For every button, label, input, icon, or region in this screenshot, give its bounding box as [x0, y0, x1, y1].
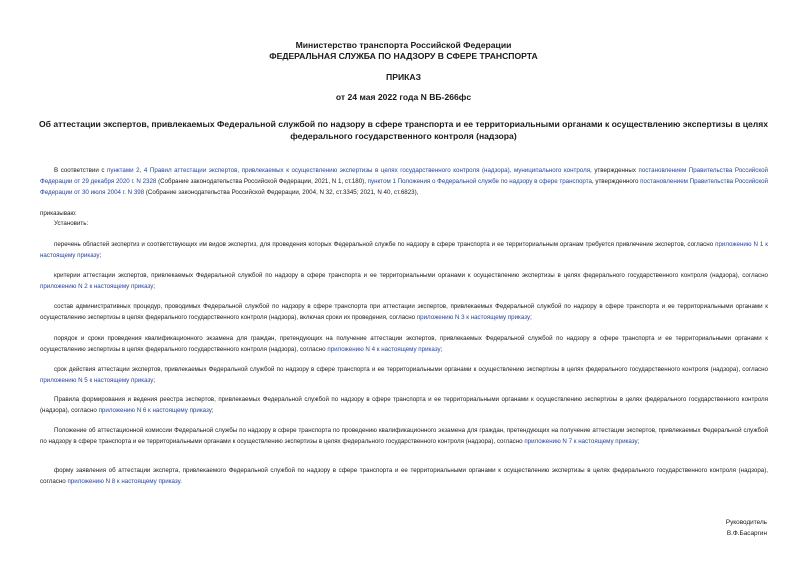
service-name: ФЕДЕРАЛЬНАЯ СЛУЖБА ПО НАДЗОРУ В СФЕРЕ ТРАНСПОРТА	[269, 51, 538, 61]
appendix-link-3[interactable]: приложению N 3 к настоящему приказу	[416, 314, 531, 321]
preamble-text: , утвержденных	[590, 167, 639, 174]
ministry-name: Министерство транспорта Российской Федерации	[295, 40, 512, 50]
appendix-link-7[interactable]: приложению N 7 к настоящему приказу	[524, 438, 638, 445]
order-word: приказываю:	[40, 210, 77, 217]
preamble-text: , утвержденного	[591, 178, 641, 185]
appendix-link-8[interactable]: приложению N 8 к настоящему приказу	[67, 478, 181, 485]
document-title: Об аттестации экспертов, привлекаемых Федеральной службой по надзору в сфере транспорта и ее территориальными органами к осуществлению экспертизы в целях федерального государственного контроля (надзора)	[38, 119, 769, 141]
list-item: состав административных процедур, проводимых Федеральной службой по надзору в сфере транспорта при аттестации экспертов, привлекаемых Федеральной службой по надзору в сфере транспорта и ее территориальными органами к осуществлению экспертизы в целях федерального государственного контроля (надзора), включая сроки их проведения, согласно приложению N 3 к настоящему приказу;	[40, 303, 768, 321]
list-item: перечень областей экспертиз и соответствующих им видов экспертиз, для проведения которых Федеральной службе по надзору в сфере транспорта и ее территориальным органам требуется привлечение экспертов, согласно приложению N 1 к настоящему приказу;	[40, 241, 769, 259]
signature-name: В.Ф.Басаргин	[726, 530, 767, 537]
link-decree-2328[interactable]: постановлением Правительства Российской Федерации от 29 декабря 2020 г. N 2328	[40, 167, 769, 185]
list-item: Правила формирования и ведения реестра экспертов, привлекаемых Федеральной службой по надзору в сфере транспорта и ее территориальными органами к осуществлению экспертизы в целях федерального государственного контроля (надзора), согласно приложению N 6 к настоящему приказу;	[40, 396, 768, 414]
preamble	[40, 165, 768, 198]
list-item: порядок и сроки проведения квалификационного экзамена для граждан, претендующих на получение аттестации экспертов, привлекаемых Федеральной службой по надзору в сфере транспорта и ее территориальными органами к осуществлению экспертизы в целях федерального государственного контроля (надзора), согласно приложению N 4 к настоящему приказу;	[40, 335, 768, 353]
link-rules[interactable]: пунктами 2, 4 Правил аттестации экспертов, привлекаемых к осуществлению экспертизы в целях государственного контроля (надзора), муниципального контроля	[107, 167, 591, 174]
preamble-text: (Собрание законодательства Российской Федерации, 2021, N 1, ст.180),	[156, 178, 368, 185]
document-type: ПРИКАЗ	[386, 72, 421, 82]
preamble-text: (Собрание законодательства Российской Федерации, 2004, N 32, ст.3345; 2021, N 40, ст.6823),	[144, 189, 419, 196]
appendix-link-1[interactable]: приложению N 1 к настоящему приказу	[40, 241, 769, 259]
appendix-link-5[interactable]: приложению N 5 к настоящему приказу	[40, 377, 154, 384]
link-regulation[interactable]: пунктом 1 Положения о Федеральной службе по надзору в сфере транспорта	[367, 178, 592, 185]
appendix-link-4[interactable]: приложению N 4 к настоящему приказу	[327, 346, 441, 353]
list-item: срок действия аттестации экспертов, привлекаемых Федеральной службой по надзору в сфере транспорта и ее территориальными органами к осуществлению экспертизы в целях федерального государственного контроля (надзора), согласно приложению N 5 к настоящему приказу;	[40, 366, 768, 384]
appendix-link-2[interactable]: приложению N 2 к настоящему приказу	[40, 283, 154, 290]
list-item: форму заявления об аттестации эксперта, привлекаемого Федеральной службой по надзору в сфере транспорта и ее территориальными органами к осуществлению экспертизы в целях федерального государственного контроля (надзора), согласно приложению N 8 к настоящему приказу.	[40, 467, 768, 485]
link-decree-398[interactable]: постановлением Правительства Российской Федерации от 30 июля 2004 г. N 398	[40, 178, 769, 196]
signature-position: Руководитель	[725, 519, 767, 526]
list-item: Положение об аттестационной комиссии Федеральной службы по надзору в сфере транспорта по проведению квалификационного экзамена для граждан, претендующих на получение аттестации экспертов, привлекаемых Федеральной службой по надзору в сфере транспорта и ее территориальными органами к осуществлению экспертизы в целях федерального государственного контроля (надзора), согласно приложению N 7 к настоящему приказу;	[40, 427, 768, 445]
date-number: от 24 мая 2022 года N ВБ-266фс	[335, 92, 472, 102]
preamble-text: В соответствии с	[54, 167, 108, 174]
establish-word: Установить:	[54, 220, 89, 227]
appendix-link-6[interactable]: приложению N 6 к настоящему приказу	[98, 407, 212, 414]
list-item: критерии аттестации экспертов, привлекаемых Федеральной службой по надзору в сфере транспорта и ее территориальными органами к осуществлению экспертизы в целях федерального государственного контроля (надзора), согласно приложению N 2 к настоящему приказу;	[40, 272, 768, 290]
